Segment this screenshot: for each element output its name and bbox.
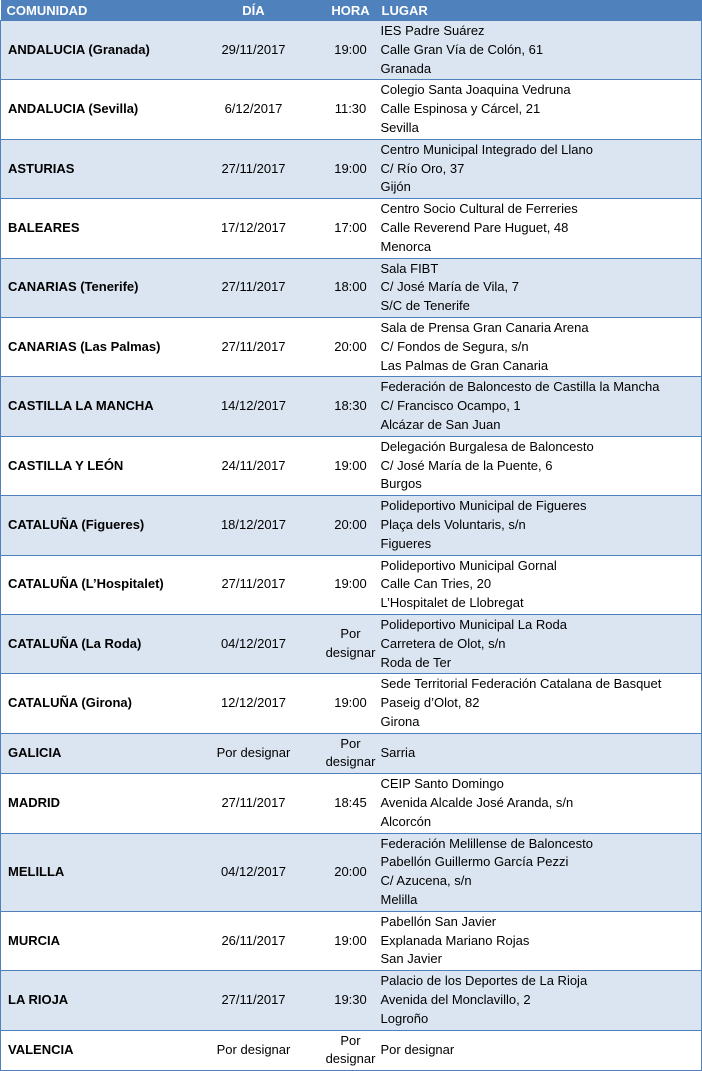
cell-comunidad: CASTILLA LA MANCHA — [1, 377, 183, 436]
cell-hora — [325, 971, 377, 1030]
table-row — [1, 733, 702, 774]
cell-hora — [325, 833, 377, 911]
lugar-line: C/ Azucena, s/n — [380, 873, 472, 889]
cell-hora — [325, 258, 377, 317]
hora-line: designar — [325, 645, 376, 661]
lugar-line: Melilla — [380, 892, 418, 908]
lugar-line: Delegación Burgalesa de Baloncesto — [380, 438, 594, 454]
lugar-line: CEIP Santo Domingo — [380, 776, 504, 792]
lugar-line: Pabellón San Javier — [380, 913, 497, 929]
table-body — [1, 21, 702, 1071]
table-row — [1, 80, 702, 139]
hora-line: 18:30 — [334, 398, 367, 414]
cell-hora — [325, 21, 377, 80]
table-row — [1, 139, 702, 198]
cell-hora — [325, 555, 377, 614]
cell-lugar — [377, 971, 702, 1030]
cell-comunidad: ANDALUCIA (Granada) — [1, 21, 183, 80]
lugar-line: Las Palmas de Gran Canaria — [380, 357, 549, 373]
cell-comunidad: MURCIA — [1, 911, 183, 970]
hora-line: 18:00 — [334, 279, 367, 295]
table-row — [1, 1030, 702, 1071]
lugar-line: Calle Gran Vía de Colón, 61 — [380, 41, 544, 57]
table-row — [1, 199, 702, 258]
cell-hora — [325, 674, 377, 733]
lugar-line: L’Hospitalet de Llobregat — [380, 595, 524, 611]
hora-line: designar — [325, 754, 376, 770]
cell-comunidad: LA RIOJA — [1, 971, 183, 1030]
cell-comunidad: ASTURIAS — [1, 139, 183, 198]
cell-lugar — [377, 139, 702, 198]
lugar-line: Sarria — [380, 745, 416, 761]
cell-dia: 12/12/2017 — [183, 674, 325, 733]
cell-comunidad: VALENCIA — [1, 1030, 183, 1071]
cell-lugar — [377, 614, 702, 673]
cell-lugar — [377, 733, 702, 774]
hora-line: 18:45 — [334, 795, 367, 811]
cell-lugar — [377, 436, 702, 495]
lugar-line: Sede Territorial Federación Catalana de Basquet — [380, 676, 662, 692]
lugar-line: Polideportivo Municipal Gornal — [380, 557, 557, 573]
hora-line: 19:00 — [334, 576, 367, 592]
cell-comunidad: BALEARES — [1, 199, 183, 258]
hora-line: 20:00 — [334, 338, 367, 354]
cell-dia: 27/11/2017 — [183, 774, 325, 833]
cell-comunidad: CASTILLA Y LEÓN — [1, 436, 183, 495]
cell-comunidad: CANARIAS (Las Palmas) — [1, 317, 183, 376]
lugar-line: C/ Fondos de Segura, s/n — [380, 338, 529, 354]
cell-dia: 6/12/2017 — [183, 80, 325, 139]
cell-lugar — [377, 317, 702, 376]
cell-dia: 14/12/2017 — [183, 377, 325, 436]
lugar-line: C/ Río Oro, 37 — [380, 160, 465, 176]
lugar-line: Paseig d’Olot, 82 — [380, 695, 480, 711]
cell-hora — [325, 774, 377, 833]
header-hora: HORA — [325, 0, 377, 21]
cell-hora — [325, 317, 377, 376]
hora-line: Por — [340, 1032, 361, 1048]
lugar-line: S/C de Tenerife — [380, 298, 470, 314]
header-dia: DÍA — [183, 0, 325, 21]
cell-dia: 27/11/2017 — [183, 971, 325, 1030]
lugar-line: Gijón — [380, 179, 411, 195]
table-row — [1, 21, 702, 80]
table-row — [1, 555, 702, 614]
hora-line: Por — [340, 735, 361, 751]
table-row — [1, 258, 702, 317]
hora-line: designar — [325, 1051, 376, 1067]
lugar-line: Pabellón Guillermo García Pezzi — [380, 854, 569, 870]
cell-comunidad: CATALUÑA (Girona) — [1, 674, 183, 733]
lugar-line: Sala de Prensa Gran Canaria Arena — [380, 319, 589, 335]
lugar-line: Colegio Santa Joaquina Vedruna — [380, 82, 571, 98]
cell-dia: 27/11/2017 — [183, 139, 325, 198]
lugar-line: Polideportivo Municipal de Figueres — [380, 498, 587, 514]
cell-lugar — [377, 774, 702, 833]
cell-dia: 26/11/2017 — [183, 911, 325, 970]
lugar-line: Avenida Alcalde José Aranda, s/n — [380, 795, 574, 811]
cell-lugar — [377, 911, 702, 970]
cell-comunidad: ANDALUCIA (Sevilla) — [1, 80, 183, 139]
cell-dia: 27/11/2017 — [183, 258, 325, 317]
lugar-line: Calle Can Tries, 20 — [380, 576, 492, 592]
cell-dia: Por designar — [183, 733, 325, 774]
lugar-line: C/ José María de Vila, 7 — [380, 279, 519, 295]
lugar-line: Sevilla — [380, 119, 419, 135]
hora-line: 11:30 — [334, 101, 367, 117]
cell-dia: Por designar — [183, 1030, 325, 1071]
lugar-line: Menorca — [380, 238, 432, 254]
cell-dia: 27/11/2017 — [183, 555, 325, 614]
lugar-line: Explanada Mariano Rojas — [380, 932, 530, 948]
cell-lugar — [377, 833, 702, 911]
hora-line: 19:00 — [334, 932, 367, 948]
cell-dia: 17/12/2017 — [183, 199, 325, 258]
table-row — [1, 774, 702, 833]
cell-lugar — [377, 80, 702, 139]
lugar-line: Burgos — [380, 476, 422, 492]
cell-hora — [325, 911, 377, 970]
hora-line: 19:00 — [334, 41, 367, 57]
cell-dia: 04/12/2017 — [183, 833, 325, 911]
lugar-line: C/ José María de la Puente, 6 — [380, 457, 553, 473]
cell-lugar — [377, 555, 702, 614]
lugar-line: Sala FIBT — [380, 260, 439, 276]
lugar-line: Avenida del Monclavillo, 2 — [380, 992, 531, 1008]
table-row — [1, 377, 702, 436]
hora-line: 17:00 — [334, 219, 367, 235]
lugar-line: Federación Melillense de Baloncesto — [380, 835, 593, 851]
cell-hora — [325, 199, 377, 258]
cell-dia: 29/11/2017 — [183, 21, 325, 80]
cell-dia: 04/12/2017 — [183, 614, 325, 673]
cell-hora — [325, 496, 377, 555]
cell-hora — [325, 614, 377, 673]
cell-comunidad: GALICIA — [1, 733, 183, 774]
lugar-line: Logroño — [380, 1010, 429, 1026]
lugar-line: Carretera de Olot, s/n — [380, 635, 506, 651]
cell-hora — [325, 1030, 377, 1071]
cell-lugar — [377, 674, 702, 733]
lugar-line: Plaça dels Voluntaris, s/n — [380, 516, 526, 532]
table-header-row — [1, 0, 702, 21]
header-lugar: LUGAR — [377, 0, 702, 21]
table-row — [1, 614, 702, 673]
lugar-line: IES Padre Suárez — [380, 23, 485, 38]
table-row — [1, 971, 702, 1030]
cell-comunidad: MELILLA — [1, 833, 183, 911]
table-row — [1, 436, 702, 495]
hora-line: 19:00 — [334, 160, 367, 176]
lugar-line: Federación de Baloncesto de Castilla la Mancha — [380, 379, 660, 395]
lugar-line: Alcorcón — [380, 813, 432, 829]
lugar-line: Por designar — [380, 1042, 455, 1058]
cell-dia: 27/11/2017 — [183, 317, 325, 376]
hora-line: 19:30 — [334, 992, 367, 1008]
table-row — [1, 496, 702, 555]
lugar-line: Centro Municipal Integrado del Llano — [380, 141, 593, 157]
cell-dia: 24/11/2017 — [183, 436, 325, 495]
cell-comunidad: CATALUÑA (Figueres) — [1, 496, 183, 555]
lugar-line: Palacio de los Deportes de La Rioja — [380, 973, 588, 989]
cell-lugar — [377, 1030, 702, 1071]
cell-lugar — [377, 258, 702, 317]
lugar-line: San Javier — [380, 951, 442, 967]
hora-line: Por — [340, 626, 361, 642]
cell-hora — [325, 80, 377, 139]
hora-line: 20:00 — [334, 516, 367, 532]
cell-hora — [325, 377, 377, 436]
table-row — [1, 317, 702, 376]
cell-lugar — [377, 21, 702, 80]
lugar-line: Alcázar de San Juan — [380, 416, 501, 432]
cell-dia: 18/12/2017 — [183, 496, 325, 555]
lugar-line: Girona — [380, 713, 420, 729]
hora-line: 20:00 — [334, 863, 367, 879]
lugar-line: Polideportivo Municipal La Roda — [380, 616, 567, 632]
cell-lugar — [377, 377, 702, 436]
cell-comunidad: CATALUÑA (L’Hospitalet) — [1, 555, 183, 614]
lugar-line: C/ Francisco Ocampo, 1 — [380, 398, 521, 414]
cell-hora — [325, 733, 377, 774]
cell-hora — [325, 436, 377, 495]
cell-comunidad: CANARIAS (Tenerife) — [1, 258, 183, 317]
hora-line: 19:00 — [334, 695, 367, 711]
hora-line: 19:00 — [334, 457, 367, 473]
header-comunidad: COMUNIDAD — [1, 0, 183, 21]
lugar-line: Figueres — [380, 535, 432, 551]
table-row — [1, 833, 702, 911]
cell-comunidad: CATALUÑA (La Roda) — [1, 614, 183, 673]
cell-comunidad: MADRID — [1, 774, 183, 833]
lugar-line: Granada — [380, 60, 432, 76]
table-row — [1, 911, 702, 970]
lugar-line: Calle Reverend Pare Huguet, 48 — [380, 219, 569, 235]
cell-hora — [325, 139, 377, 198]
lugar-line: Centro Socio Cultural de Ferreries — [380, 201, 578, 217]
lugar-line: Calle Espinosa y Cárcel, 21 — [380, 101, 541, 117]
cell-lugar — [377, 199, 702, 258]
lugar-line: Roda de Ter — [380, 654, 452, 670]
cell-lugar — [377, 496, 702, 555]
table-row — [1, 674, 702, 733]
